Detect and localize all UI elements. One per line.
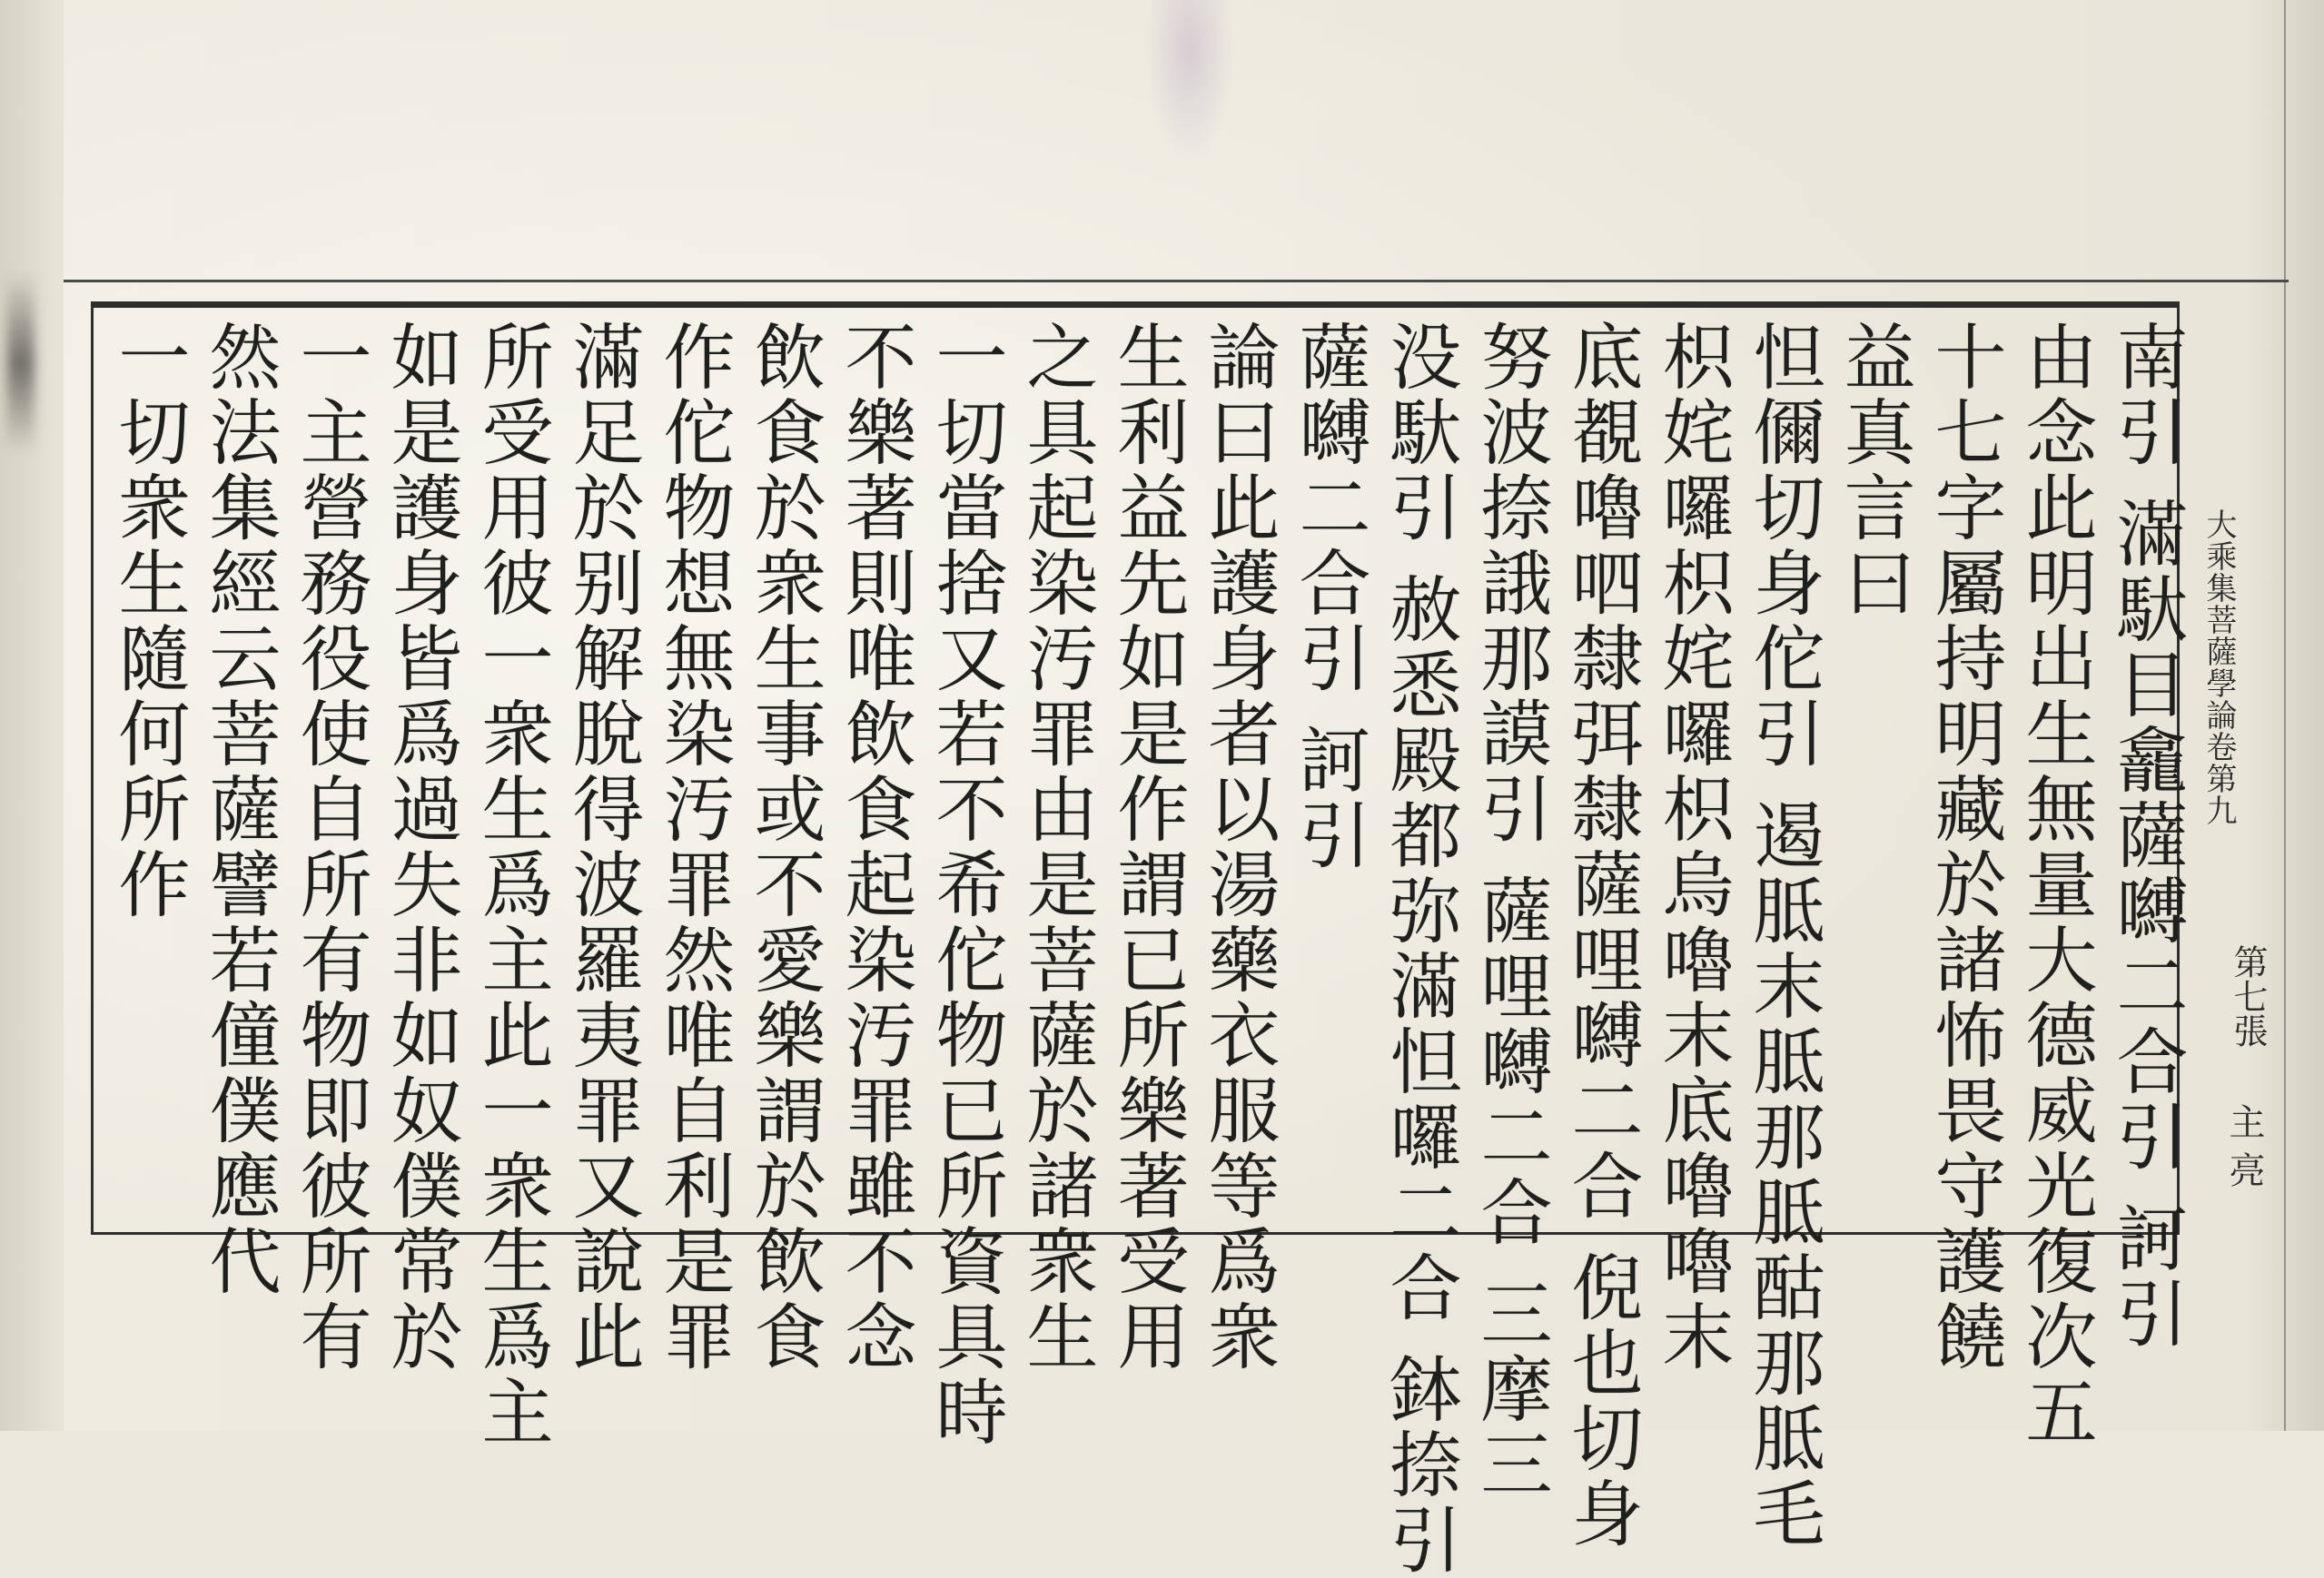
text-column-16: 飲食於衆生事或不愛樂謂於飲食 <box>742 320 826 1375</box>
text-column-8: 努波捺誐那謨引 薩哩嚩二合 三摩三 <box>1469 320 1552 1504</box>
margin-book-title: 大乘集菩薩學論卷第九 <box>2200 508 2237 826</box>
text-column-5: 怛儞切身佗引 遏胝末胝那胝酤那胝毛 <box>1741 320 1825 1553</box>
paper-stain <box>1144 0 1235 163</box>
text-column-2: 由念此明出生無量大德威光復次五 <box>2013 320 2097 1450</box>
text-column-17: 作佗物想無染汚罪然唯自利是罪 <box>651 320 735 1375</box>
text-column-6: 枳姹囉枳姹囉枳烏嚕末底嚕嚕末 <box>1650 320 1734 1375</box>
text-column-18: 滿足於别解脫得波羅夷罪又說此 <box>560 320 644 1375</box>
text-column-7: 底覩嚕呬隸弭隸薩哩嚩二合 倪也切身 <box>1559 320 1643 1553</box>
text-column-15: 不樂著則唯飲食起染汚罪雖不念 <box>833 320 916 1375</box>
page-number: 主 亮 <box>2223 1103 2265 1188</box>
left-page-gutter <box>0 0 64 1431</box>
text-column-20: 如是護身皆爲過失非如奴僕常於 <box>379 320 462 1375</box>
ink-smudge <box>7 272 35 454</box>
top-border-rule <box>64 280 2289 282</box>
text-column-4: 益真言曰 <box>1832 320 1915 621</box>
text-column-22: 然法集經云菩薩譬若僮僕應代 <box>197 320 281 1299</box>
text-column-19: 所受用彼一衆生爲主此一衆生爲主 <box>470 320 553 1450</box>
text-column-9: 没馱引 赦悉殿都弥滿怛囉二合 鉢捺引 <box>1378 320 1461 1578</box>
text-column-12: 生利益先如是作謂已所樂著受用 <box>1105 320 1189 1375</box>
text-column-11: 論曰此護身者以湯藥衣服等爲衆 <box>1196 320 1280 1375</box>
text-column-13: 之具起染汚罪由是菩薩於諸衆生 <box>1014 320 1098 1375</box>
sheet-label: 第七張 <box>2228 944 2268 1048</box>
text-column-1: 南引 滿馱目龕薩嚩二合引 訶引 <box>2104 320 2188 1353</box>
text-column-3: 十七字屬持明藏於諸怖畏守護饒 <box>1923 320 2006 1375</box>
page-fold-line <box>2284 0 2286 1431</box>
text-column-21: 一主營務役使自所有物即彼所有 <box>288 320 371 1375</box>
text-column-23: 一切衆生隨何所作 <box>106 320 190 922</box>
text-column-14: 一切當捨又若不希佗物已所資具時 <box>924 320 1007 1450</box>
text-column-10: 薩嚩二合引 訶引 <box>1287 320 1370 874</box>
